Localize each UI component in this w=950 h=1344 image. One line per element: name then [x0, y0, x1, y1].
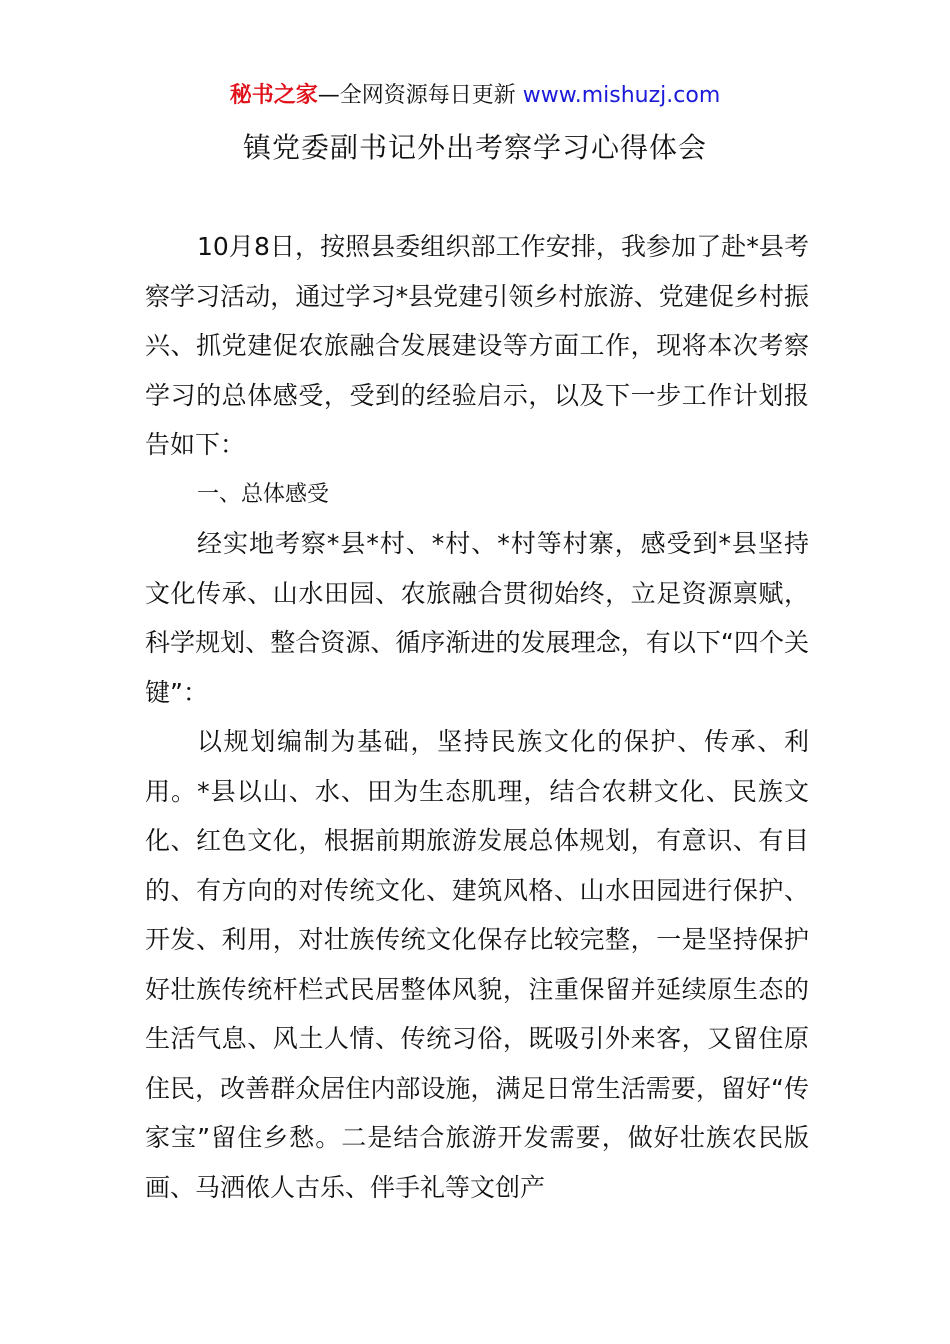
body-paragraph: 以规划编制为基础，坚持民族文化的保护、传承、利用。*县以山、水、田为生态肌理，结合农耕文化、民族文化、红色文化，根据前期旅游发展总体规划，有意识、有目的、有方向的对传统文化、建筑风格、山水田园进行保护、开发、利用，对壮族传统文化保存比较完整，一是坚持保护好壮族传统杆栏式民居整体风貌，注重保留并延续原生态的生活气息、风土人情、传统习俗，既吸引外来客，又留住原住民，改善群众居住内部设施，满足日常生活需要，留好“传家宝”留住乡愁。二是结合旅游开发需要，做好壮族农民版画、马洒侬人古乐、伴手礼等文创产: [145, 727, 809, 1202]
site-header: [0, 80, 950, 112]
brand-name: 秘书之家: [229, 83, 318, 108]
site-url-link[interactable]: www.mishuzj.com: [522, 83, 721, 108]
document-body: [145, 222, 809, 1212]
intro-paragraph: 10月8日，按照县委组织部工作安排，我参加了赴*县考察学习活动，通过学习*县党建引领乡村旅游、党建促乡村振兴、抓党建促农旅融合发展建设等方面工作，现将本次考察学习的总体感受，受到的经验启示，以及下一步工作计划报告如下：: [145, 232, 809, 459]
section-heading: 一、总体感受: [197, 481, 330, 507]
document-title: 镇党委副书记外出考察学习心得体会: [242, 131, 707, 164]
header-tagline: —全网资源每日更新: [317, 83, 516, 108]
body-paragraph: 经实地考察*县*村、*村、*村等村寨，感受到*县坚持文化传承、山水田园、农旅融合贯彻始终，立足资源禀赋，科学规划、整合资源、循序渐进的发展理念，有以下“四个关键”：: [145, 529, 809, 707]
